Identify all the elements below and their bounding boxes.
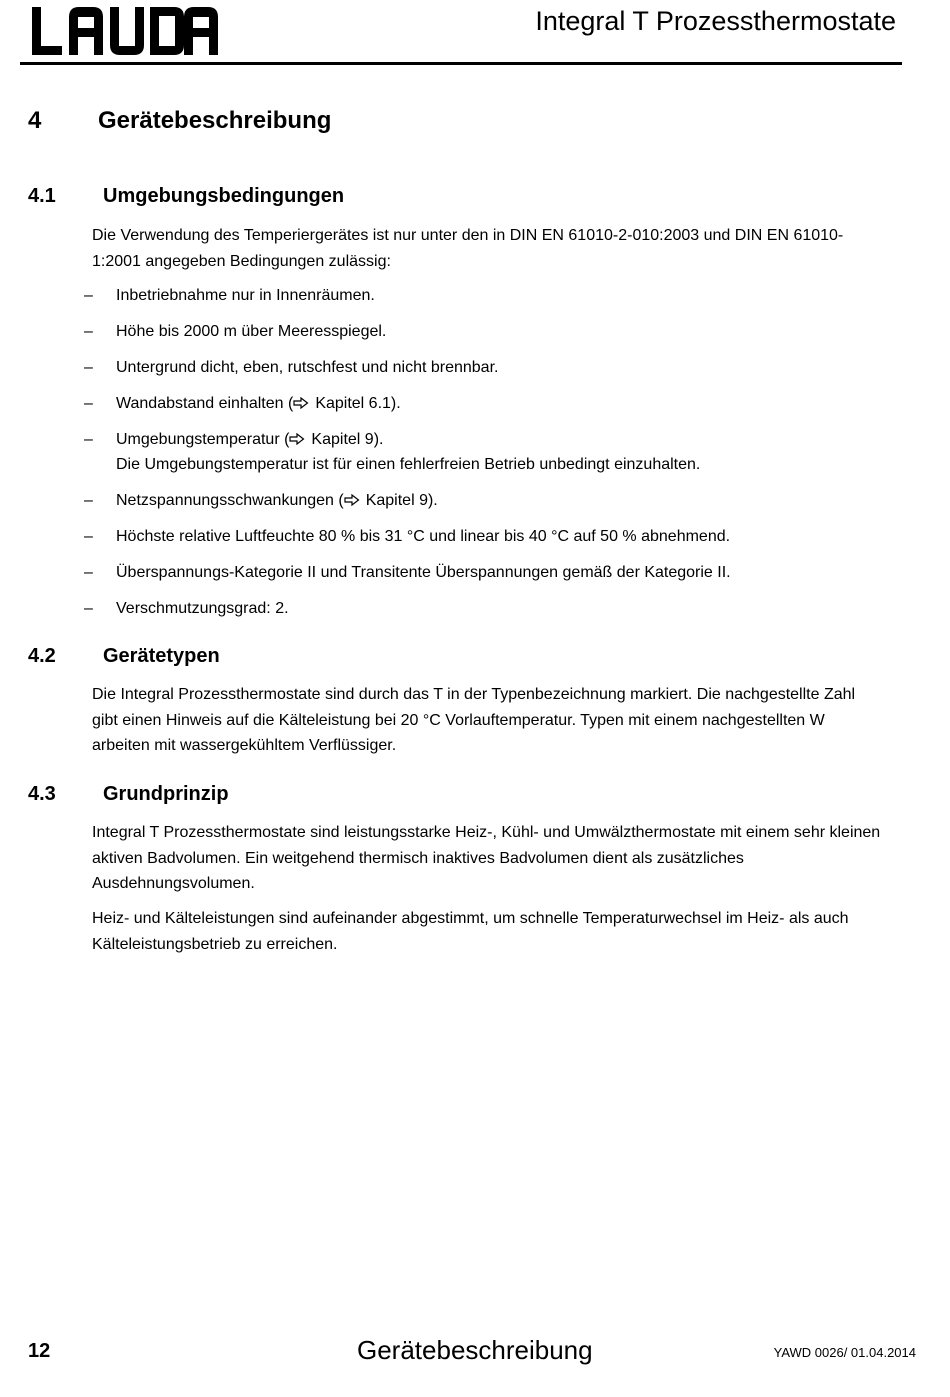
list-item-note: Die Umgebungstemperatur ist für einen fehlerfreien Betrieb unbedingt einzuhalten. — [116, 456, 701, 473]
bullet-dash: – — [84, 528, 93, 545]
list-item — [84, 391, 904, 416]
section-paragraph: Heiz- und Kälteleistungen sind aufeinander abgestimmt, um schnelle Temperaturwechsel im Heiz- als auch Kälteleistungsbetrieb zu erreichen. — [92, 910, 849, 953]
list-item-text: Netzspannungsschwankungen ( — [116, 492, 344, 509]
arrow-right-icon — [289, 433, 305, 445]
list-item — [84, 319, 904, 344]
arrow-right-icon — [293, 397, 309, 409]
section-number: 4.2 — [28, 645, 56, 667]
list-item — [84, 427, 904, 477]
page-number: 12 — [28, 1340, 51, 1362]
chapter-reference-link[interactable]: Kapitel 9). — [365, 492, 438, 509]
list-item-text: Umgebungstemperatur ( — [116, 431, 290, 448]
arrow-right-icon — [344, 494, 360, 506]
list-item — [84, 524, 904, 549]
list-item-text: Verschmutzungsgrad: 2. — [116, 600, 289, 617]
section-intro: Die Verwendung des Temperiergerätes ist nur unter den in DIN EN 61010-2-010:2003 und DIN EN 61010-1:2001 angegeben Bedingungen zulässig: — [92, 227, 844, 270]
document-title: Integral T Prozessthermostate — [535, 6, 896, 36]
chapter-number: 4 — [28, 107, 42, 134]
section-title: Umgebungsbedingungen — [103, 185, 345, 207]
chapter-title: Gerätebeschreibung — [98, 107, 332, 134]
section-paragraph: Die Integral Prozessthermostate sind durch das T in der Typenbezeichnung markiert. Die nachgestellte Zahl gibt einen Hinweis auf die Kälteleistung bei 20 °C Vorlauftemperatur. Typen mit einem nachgestellten W arbeiten mit wassergekühltem Verflüssiger. — [92, 686, 856, 754]
section-title: Gerätetypen — [103, 645, 220, 667]
list-item — [84, 283, 904, 308]
list-item-text: Untergrund dicht, eben, rutschfest und nicht brennbar. — [116, 359, 499, 376]
section-title: Grundprinzip — [103, 783, 229, 805]
section-number: 4.3 — [28, 783, 56, 805]
list-item-text: Überspannungs-Kategorie II und Transitente Überspannungen gemäß der Kategorie II. — [116, 564, 731, 581]
lauda-logo — [32, 7, 218, 55]
conditions-list — [84, 283, 904, 632]
list-item — [84, 355, 904, 380]
list-item-text: Wandabstand einhalten ( — [116, 395, 294, 412]
list-item-text: Inbetriebnahme nur in Innenräumen. — [116, 287, 375, 304]
bullet-dash: – — [84, 323, 93, 340]
document-code: YAWD 0026/ 01.04.2014 — [773, 1345, 916, 1360]
bullet-dash: – — [84, 287, 93, 304]
list-item — [84, 560, 904, 585]
list-item — [84, 488, 904, 513]
bullet-dash: – — [84, 564, 93, 581]
bullet-dash: – — [84, 600, 93, 617]
header-divider — [20, 62, 902, 65]
section-paragraph: Integral T Prozessthermostate sind leistungsstarke Heiz-, Kühl- und Umwälzthermostate mit einem sehr kleinen aktiven Badvolumen. Ein weitgehend thermisch inaktives Badvolumen dient als zusätzliches Ausdehnungsvolumen. — [92, 824, 881, 892]
bullet-dash: – — [84, 359, 93, 376]
list-item-text: Höchste relative Luftfeuchte 80 % bis 31 °C und linear bis 40 °C auf 50 % abnehmend. — [116, 528, 731, 545]
chapter-reference-link[interactable]: Kapitel 9). — [311, 431, 384, 448]
list-item-text: Höhe bis 2000 m über Meeresspiegel. — [116, 323, 387, 340]
section-number: 4.1 — [28, 185, 56, 207]
bullet-dash: – — [84, 431, 93, 448]
chapter-reference-link[interactable]: Kapitel 6.1). — [315, 395, 401, 412]
footer-chapter-title: Gerätebeschreibung — [357, 1335, 593, 1365]
bullet-dash: – — [84, 492, 93, 509]
bullet-dash: – — [84, 395, 93, 412]
list-item — [84, 596, 904, 621]
